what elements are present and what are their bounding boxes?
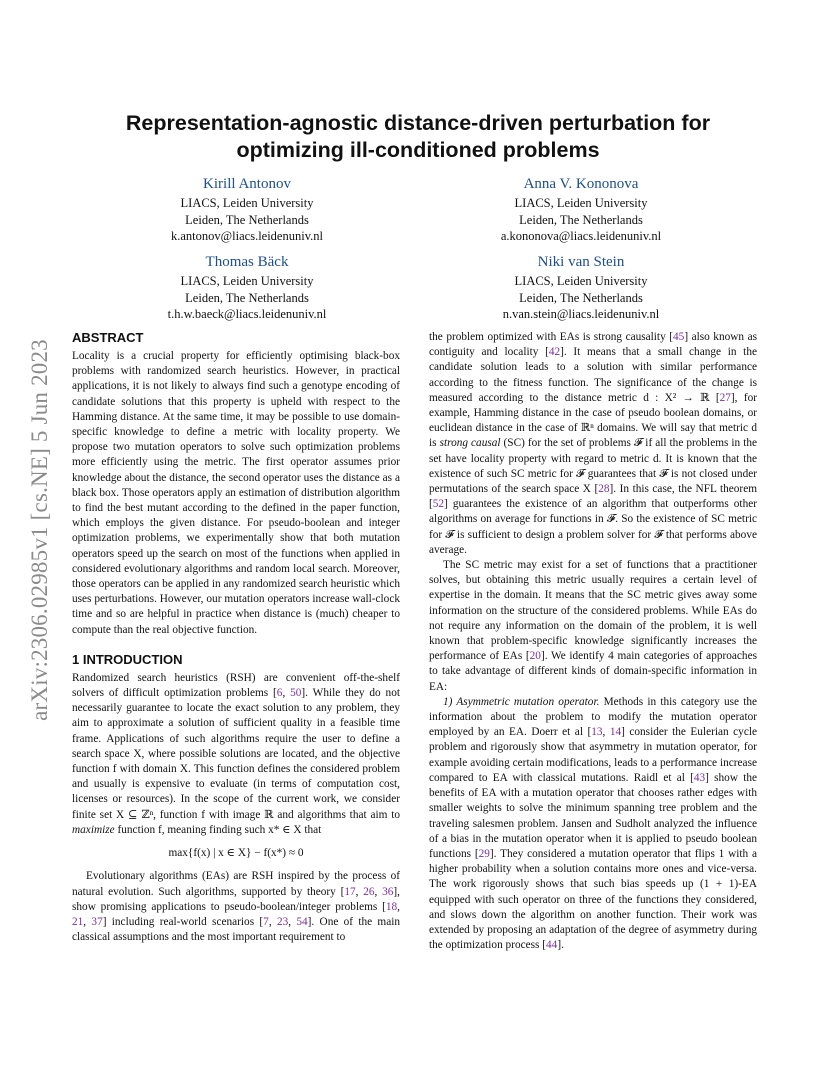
citation-link[interactable]: 45 xyxy=(673,331,685,343)
author-email[interactable]: n.van.stein@liacs.leidenuniv.nl xyxy=(502,307,660,321)
right-column xyxy=(429,330,757,953)
author-name[interactable]: Thomas Bäck xyxy=(205,254,289,270)
introduction-heading: 1 INTRODUCTION xyxy=(72,651,183,667)
equation: max{f(x) | x ∈ X} − f(x*) ≈ 0 xyxy=(168,847,304,860)
citation-link[interactable]: 21 xyxy=(72,915,84,928)
citation-link[interactable]: 7 xyxy=(263,915,269,928)
citation-link[interactable]: 36 xyxy=(382,885,394,898)
citation-link[interactable]: 54 xyxy=(296,915,308,928)
author-block xyxy=(117,253,377,323)
subsection-label: 1) Asymmetric mutation operator. xyxy=(443,695,600,708)
abstract-text: Locality is a crucial property for efficiently optimising black-box problems with randomized search heuristics. However, in practical applications, it is not likely to always find such a genotype encoding of candidate solutions that this property is upheld with respect to the Hamming distance. At the same time, it may be possible to use domain-specific knowledge to define a metric with locality property. We propose two mutation operators to solve such optimization problems more efficiently using the metric. The first operator assumes prior knowledge about the distance, the second operator uses the distance as a black box. Those operators apply an estimation of distribution algorithm to find the best mutant according to the defined in the paper function, which employs the given distance. For pseudo-boolean and integer optimization problems, we experimentally show that both mutation operators speed up the search on most of the functions when applied in considered evolutionary algorithms and random local search. Moreover, those operators can be applied in any randomized search heuristic which uses perturbations. However, our mutation operators increase wall-clock time and so are helpful in practice when distance is (much) cheaper to compute than the real objective function. xyxy=(72,350,400,636)
citation-link[interactable]: 43 xyxy=(693,771,706,784)
abstract-heading: ABSTRACT xyxy=(72,330,144,345)
citation-link[interactable]: 17 xyxy=(344,885,356,898)
author-email[interactable]: k.antonov@liacs.leidenuniv.nl xyxy=(171,229,323,243)
author-name[interactable]: Kirill Antonov xyxy=(203,176,291,192)
author-block xyxy=(451,253,711,323)
author-location: Leiden, The Netherlands xyxy=(519,212,643,227)
author-name[interactable]: Niki van Stein xyxy=(537,254,625,270)
author-block xyxy=(451,175,711,245)
citation-link[interactable]: 42 xyxy=(548,346,561,359)
author-affiliation: LIACS, Leiden University xyxy=(514,274,648,288)
citation-link[interactable]: 28 xyxy=(598,483,610,496)
left-column xyxy=(72,330,400,945)
intro-paragraph: Randomized search heuristics (RSH) are convenient off-the-shelf solvers of difficult optimization problems [6, 50]. While they do not necessarily guarantee to locate the exact solution to any problem, they aim to approximate a solution of sufficient quality in a feasible time frame. Applications of such algorithms require the user to define a search space X, where possible solutions are located, and the objective function f with domain X. This function defines the considered problem and usually is expensive to evaluate (in terms of computation cost, licenses or resources). In the scope of the current work, we consider finite set X ⊆ ℤⁿ, function f with image ℝ and algorithms that aim to maximize function f, meaning finding such x* ∈ X that xyxy=(72,671,400,836)
author-name[interactable]: Anna V. Kononova xyxy=(523,176,639,192)
author-affiliation: LIACS, Leiden University xyxy=(514,196,648,210)
citation-link[interactable]: 37 xyxy=(91,915,103,928)
citation-link[interactable]: 18 xyxy=(385,900,398,913)
citation-link[interactable]: 50 xyxy=(290,687,302,700)
citation-link[interactable]: 29 xyxy=(478,847,490,860)
paper-title: Representation-agnostic distance-driven perturbation for optimizing ill-conditioned problems xyxy=(125,111,711,162)
citation-link[interactable]: 14 xyxy=(609,726,622,739)
citation-link[interactable]: 26 xyxy=(363,885,375,898)
author-location: Leiden, The Netherlands xyxy=(519,290,643,305)
author-email[interactable]: t.h.w.baeck@liacs.leidenuniv.nl xyxy=(167,307,327,321)
arxiv-side-stamp xyxy=(22,300,58,760)
author-affiliation: LIACS, Leiden University xyxy=(180,196,314,210)
author-location: Leiden, The Netherlands xyxy=(185,290,309,305)
citation-link[interactable]: 13 xyxy=(591,726,603,739)
body-paragraph: The SC metric may exist for a set of functions that a practitioner solves, but obtaining this metric usually requires a certain level of expertise in the domain. It means that the SC metric gives away some information on the structure of the considered problems. While EAs do not require any information on the domain of the problem, it is well known that problem-specific knowledge significantly increases the performance of EAs [20]. We identify 4 main categories of approaches to take advantage of different kinds of domain-specific information in EA: xyxy=(429,559,757,693)
author-location: Leiden, The Netherlands xyxy=(185,212,309,227)
citation-link[interactable]: 52 xyxy=(432,498,445,511)
author-affiliation: LIACS, Leiden University xyxy=(180,274,314,288)
body-paragraph: the problem optimized with EAs is strong causality [45] also known as contiguity and locality [42]. It means that a small change in the candidate solution leads to a solution with similar performance according to the fitness function. The significance of the change is measured according to the distance metric d : X² → ℝ [27], for example, Hamming distance in the case of pseudo boolean domains, or euclidean distance in the case of ℝⁿ domains. We will say that metric d is strong causal (SC) for the set of problems 𝓕 if all the problems in the set have locality property with regard to metric d. It is known that the existence of such SC metric for 𝓕 guarantees that 𝓕 is not closed under permutations of the search space X [28]. In this case, the NFL theorem [52] guarantees the existence of an algorithm that outperforms other algorithms on average for functions in 𝓕. So the existence of SC metric for 𝓕 is sufficient to design a problem solver for 𝓕 that performs above average. xyxy=(429,331,758,556)
intro-paragraph: Evolutionary algorithms (EAs) are RSH inspired by the process of natural evolution. Such algorithms, supported by theory [17, 26, 36], show promising applications to pseudo-boolean/integer problems [18, 21, 37] including real-world scenarios [7, 23, 54]. One of the main classical assumptions and the most important requirement to xyxy=(72,870,401,944)
body-paragraph: 1) Asymmetric mutation operator. Methods in this category use the information about the problem to modify the mutation operator employed by an EA. Doerr et al [13, 14] consider the Eulerian cycle problem and rigorously show that asymmetry in mutation operator, for example avoiding certain modifications, leads to a performance increase compared to EA with classical mutations. Raidl et al [43] show the benefits of EA with a mutation operator that chooses rather edges with smaller weights to solve the minimum spanning tree problem and the traveling salesmen problem. Jansen and Sudholt analyzed the influence of a bias in the mutation operator when it is applied to pseudo boolean functions [29]. They considered a mutation operator that flips 1 with a higher probability when a solution contains more ones and vice-versa. The work rigorously shows that such bias speeds up (1 + 1)-EA equipped with such operator on three of the functions they considered, and slows down the algorithm on another function. Their work was extended by proposing an adaptation of the degree of asymmetry during the optimization process [44]. xyxy=(429,695,758,952)
arxiv-identifier: arXiv:2306.02985v1 [cs.NE] 5 Jun 2023 xyxy=(27,339,52,721)
author-email[interactable]: a.kononova@liacs.leidenuniv.nl xyxy=(500,229,662,243)
author-block xyxy=(117,175,377,245)
citation-link[interactable]: 20 xyxy=(529,650,541,663)
citation-link[interactable]: 27 xyxy=(719,391,731,404)
citation-link[interactable]: 23 xyxy=(276,915,289,928)
citation-link[interactable]: 44 xyxy=(546,939,558,952)
citation-link[interactable]: 6 xyxy=(276,687,283,700)
